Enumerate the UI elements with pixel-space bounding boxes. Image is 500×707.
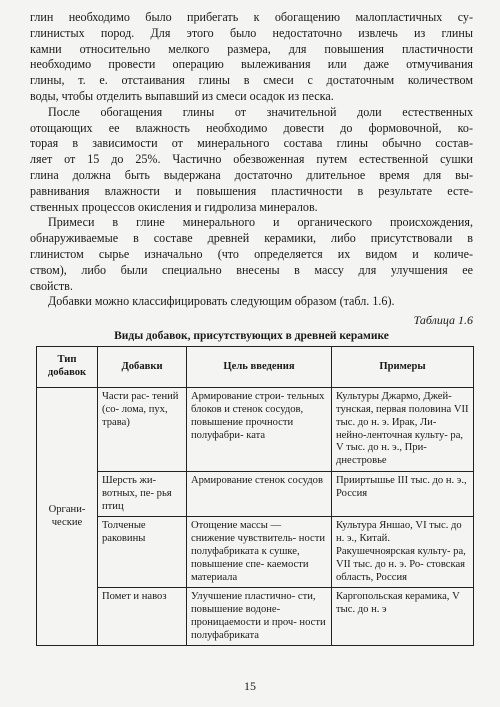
table-row <box>37 471 474 516</box>
paragraph-4 <box>30 294 473 310</box>
header-examples: Примеры <box>332 347 474 388</box>
table-title: Виды добавок, присутствующих в древней керамике <box>114 330 389 343</box>
text-line: ляет от 15 до 25%. Частично обезвоженная путем естественной сушки <box>30 152 473 167</box>
text-line: глинистых пород. Для этого было недостаточно извлечь из глины <box>30 25 473 40</box>
table-row <box>37 388 474 472</box>
page-body <box>30 10 473 646</box>
purpose-cell: Улучшение пластично- сти, повышение водоне- проницаемости и проч- ности полуфабриката <box>187 588 332 646</box>
table-label: Таблица 1.6 <box>413 313 473 328</box>
paragraph-3 <box>30 215 473 294</box>
text-line: обнаруживаемые в составе древней керамики, либо присутствовали в <box>30 231 473 246</box>
table-header-row <box>37 347 474 388</box>
type-cell-organic: Органи- ческие <box>37 388 98 646</box>
paragraph-1 <box>30 10 473 105</box>
text-line: ством), либо были специально внесены в массу для улучшения ее <box>30 262 473 277</box>
text-line: глинистом сырье изначально (что определяется их видом и количе- <box>30 246 473 261</box>
text-line: глины, т. е. отстаивания глины в смеси с достаточным количеством <box>30 73 473 88</box>
text-line: После обогащения глины от значительной доли естественных <box>48 104 473 119</box>
examples-cell: Каргопольская керамика, V тыс. до н. э <box>332 588 474 646</box>
examples-cell: Культура Яншао, VI тыс. до н. э., Китай. Ракушечноярская культу- ра, VII тыс. до н. э. Ро- стовская область, Россия <box>332 517 474 588</box>
additive-cell: Помет и навоз <box>98 588 187 646</box>
paragraph-2 <box>30 105 473 216</box>
header-additives: Добавки <box>98 347 187 388</box>
text-line: торая в зависимости от минерального состава глины обычно состав- <box>30 136 473 151</box>
text-line: отощающих ее влажность необходимо довести до формовочной, ко- <box>30 120 473 135</box>
additive-cell: Толченые раковины <box>98 517 187 588</box>
text-line: камни относительно мелкого размера, для повышения пластичности <box>30 41 473 56</box>
text-line: свойств. <box>30 278 73 293</box>
text-line: ственных процессов окисления и гидролиза минералов. <box>30 199 318 214</box>
header-purpose: Цель введения <box>187 347 332 388</box>
additive-cell: Части рас- тений (со- лома, пух, трава) <box>98 388 187 472</box>
text-line: глин необходимо было прибегать к обогащению малопластичных су- <box>30 10 473 24</box>
text-line: воды, чтобы отделить выпавший из смеси осадок из песка. <box>30 88 334 103</box>
additives-table <box>36 346 474 646</box>
text-line: Примеси в глине минерального и органического происхождения, <box>48 215 473 230</box>
additive-cell: Шерсть жи- вотных, пе- рья птиц <box>98 471 187 516</box>
text-line: глина должна быть выдержана достаточно длительное время для вы- <box>30 167 473 182</box>
text-line: необходимо провести операцию вылеживания или даже отмучивания <box>30 57 473 72</box>
purpose-cell: Армирование строи- тельных блоков и стенок сосудов, повышение прочности полуфабри- ката <box>187 388 332 472</box>
text-line: Добавки можно классифицировать следующим образом (табл. 1.6). <box>48 294 395 309</box>
examples-cell: Прииртышье III тыс. до н. э., Россия <box>332 471 474 516</box>
purpose-cell: Армирование стенок сосудов <box>187 471 332 516</box>
header-type: Тип добавок <box>37 347 98 388</box>
text-line: равнивания влажности и повышения пластичности в результате есте- <box>30 183 473 198</box>
examples-cell: Культуры Джармо, Джей- тунская, первая половина VII тыс. до н. э. Ирак, Ли- нейно-ленточная культу- ра, V тыс. до н. э., При- днестровье <box>332 388 474 472</box>
page-number: 15 <box>244 679 256 693</box>
purpose-cell: Отощение массы — снижение чувствитель- ности полуфабриката к сушке, повышение спе- каемости материала <box>187 517 332 588</box>
table-row <box>37 588 474 646</box>
table-row <box>37 517 474 588</box>
